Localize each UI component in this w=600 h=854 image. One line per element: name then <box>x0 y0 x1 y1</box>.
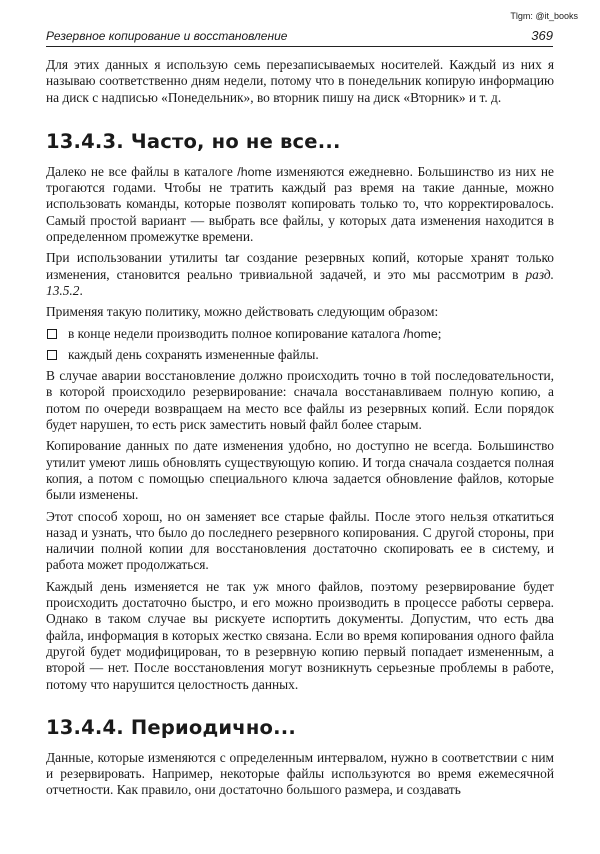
running-header <box>46 28 553 47</box>
checkbox-bullet-icon <box>47 329 57 339</box>
page-number: 369 <box>531 28 553 43</box>
section-reference: разд. 13.5.2 <box>46 266 554 298</box>
intro-paragraph: Для этих данных я использую семь перезаписываемых носителей. Каждый из них я называю соответственно дням недели, потому что в понедельник копирую информацию на диск с надписью «Понедельник», во вторник пишу на диск «Вторник» и т. д. <box>46 57 554 105</box>
watermark: Tlgm: @it_books <box>510 11 578 21</box>
paragraph: Применяя такую политику, можно действовать следующим образом: <box>46 304 439 320</box>
section-heading-13-4-3: 13.4.3. Часто, но не все... <box>46 129 341 153</box>
paragraph: Этот способ хорош, но он заменяет все старые файлы. После этого нельзя откатиться назад и узнать, что было до последнего резервного копирования. С другой стороны, при наличии полной копии для восстановления достаточно скопировать ее в систему, и работа может продолжаться. <box>46 508 554 573</box>
page-body <box>46 57 554 804</box>
paragraph: Далеко не все файлы в каталоге /home изменяются ежедневно. Большинство из них не трогаются годами. Чтобы не тратить каждый раз время на такие данные, можно использовать команды, которые позволят копировать только то, что корректировалось. Самый простой вариант — выбрать все файлы, у которых дата изменения находится в определенном промежутке времени. <box>46 163 554 245</box>
list-item: в конце недели производить полное копирование каталога /home; <box>46 326 554 342</box>
bullet-list <box>46 326 554 364</box>
command-code: tar <box>225 251 240 266</box>
list-item: каждый день сохранять измененные файлы. <box>46 347 554 363</box>
paragraph: Копирование данных по дате изменения удобно, но доступно не всегда. Большинство утилит умеют лишь обновлять существующую копию. И тогда сначала создается полная копия, а потом с помощью специального ключа задается обновление файлов, которые были изменены. <box>46 438 554 503</box>
paragraph: Данные, которые изменяются с определенным интервалом, нужно в соответствии с ним и резервировать. Например, некоторые файлы используются во время ежемесячной отчетности. Как правило, они достаточно большого размера, и создавать <box>46 749 554 798</box>
paragraph: В случае аварии восстановление должно происходить точно в той последовательности, в которой происходило резервирование: сначала восстанавливаем полную копию, а потом по очереди возвращаем на место все файлы из резервных копий. Если порядок будет нарушен, то есть риск заместить новый файл более старым. <box>46 368 554 433</box>
chapter-title: Резервное копирование и восстановление <box>46 29 288 43</box>
paragraph: При использовании утилиты tar создание резервных копий, которые хранят только изменения, становится реально тривиальной задачей, и это мы рассмотрим в разд. 13.5.2. <box>46 250 555 298</box>
path-code: /home <box>403 326 438 341</box>
section-heading-13-4-4: 13.4.4. Периодично... <box>46 715 296 739</box>
path-code: /home <box>237 164 272 179</box>
checkbox-bullet-icon <box>47 350 57 360</box>
paragraph: Каждый день изменяется не так уж много файлов, поэтому резервирование будет происходить достаточно быстро, и его можно производить в процессе работы сервера. Однако в таком случае вы рискуете испортить документы. Допустим, что есть два файла, информация в которых жестко связана. Если во время копирования одного файла другой будет модифицирован, то в резервную копию первый попадает измененным, а второй — нет. После восстановления могут возникнуть серьезные проблемы в работе, потому что нарушится целостность данных. <box>46 578 554 692</box>
